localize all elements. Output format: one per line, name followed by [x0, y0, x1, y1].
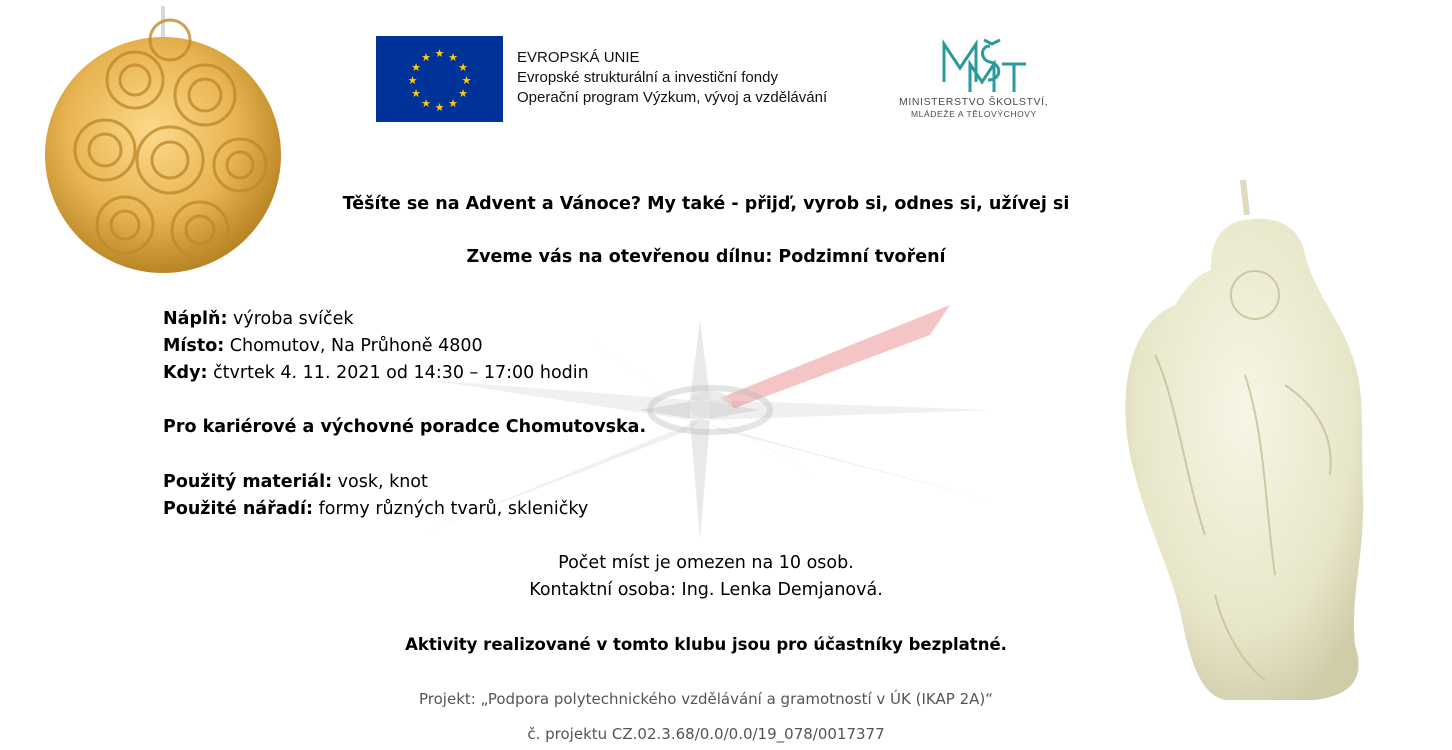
audience-line: Pro kariérové a výchovné poradce Chomutovska. — [163, 417, 647, 437]
detail-misto-value: Chomutov, Na Průhoně 4800 — [224, 336, 483, 356]
detail-napln — [163, 309, 353, 329]
svg-text:★: ★ — [421, 51, 431, 64]
detail-misto-label: Místo: — [163, 336, 225, 356]
contact-person: Kontaktní osoba: Ing. Lenka Demjanová. — [529, 580, 883, 600]
capacity-note: Počet míst je omezen na 10 osob. — [558, 553, 854, 573]
free-activities-note: Aktivity realizované v tomto klubu jsou pro účastníky bezplatné. — [405, 635, 1007, 654]
detail-material-value: vosk, knot — [332, 472, 428, 492]
svg-text:★: ★ — [434, 101, 445, 114]
detail-misto — [163, 336, 483, 356]
detail-kdy — [163, 363, 589, 383]
eu-funds: Evropské strukturální a investiční fondy — [517, 69, 778, 86]
svg-text:★: ★ — [421, 97, 431, 110]
detail-naradi-label: Použité nářadí: — [163, 499, 314, 519]
msmt-name-line2: MLÁDEŽE A TĚLOVÝCHOVY — [911, 109, 1037, 119]
detail-kdy-value: čtvrtek 4. 11. 2021 od 14:30 – 17:00 hodin — [207, 363, 589, 383]
svg-text:★: ★ — [448, 51, 458, 64]
eu-programme: Operační program Výzkum, vývoj a vzdělávání — [517, 89, 828, 106]
svg-text:★: ★ — [411, 61, 421, 74]
headline-invitation: Zveme vás na otevřenou dílnu: Podzimní tvoření — [466, 247, 946, 267]
project-title: Projekt: „Podpora polytechnického vzdělávání a gramotností v ÚK (IKAP 2A)“ — [419, 690, 993, 708]
detail-material — [163, 472, 428, 492]
svg-text:★: ★ — [458, 87, 468, 100]
msmt-logo-mark — [940, 38, 1030, 94]
angel-candle-image — [1115, 175, 1375, 720]
detail-material-label: Použitý materiál: — [163, 472, 333, 492]
svg-text:★: ★ — [461, 74, 472, 87]
detail-napln-value: výroba svíček — [227, 309, 354, 329]
svg-text:★: ★ — [434, 47, 445, 60]
rose-candle-image — [45, 0, 285, 290]
detail-naradi — [163, 499, 588, 519]
svg-text:★: ★ — [448, 97, 458, 110]
detail-kdy-label: Kdy: — [163, 363, 208, 383]
detail-naradi-value: formy různých tvarů, skleničky — [313, 499, 589, 519]
svg-text:★: ★ — [458, 61, 468, 74]
detail-napln-label: Náplň: — [163, 309, 228, 329]
msmt-name-line1: MINISTERSTVO ŠKOLSTVÍ, — [899, 96, 1049, 108]
headline-advent: Těšíte se na Advent a Vánoce? My také - přijď, vyrob si, odnes si, užívej si — [342, 194, 1070, 214]
eu-title: EVROPSKÁ UNIE — [517, 49, 640, 66]
eu-flag-logo — [376, 36, 503, 122]
svg-text:★: ★ — [411, 87, 421, 100]
eu-logo-text — [517, 48, 827, 108]
svg-text:★: ★ — [407, 74, 418, 87]
project-number: č. projektu CZ.02.3.68/0.0/0.0/19_078/0017377 — [527, 725, 885, 743]
